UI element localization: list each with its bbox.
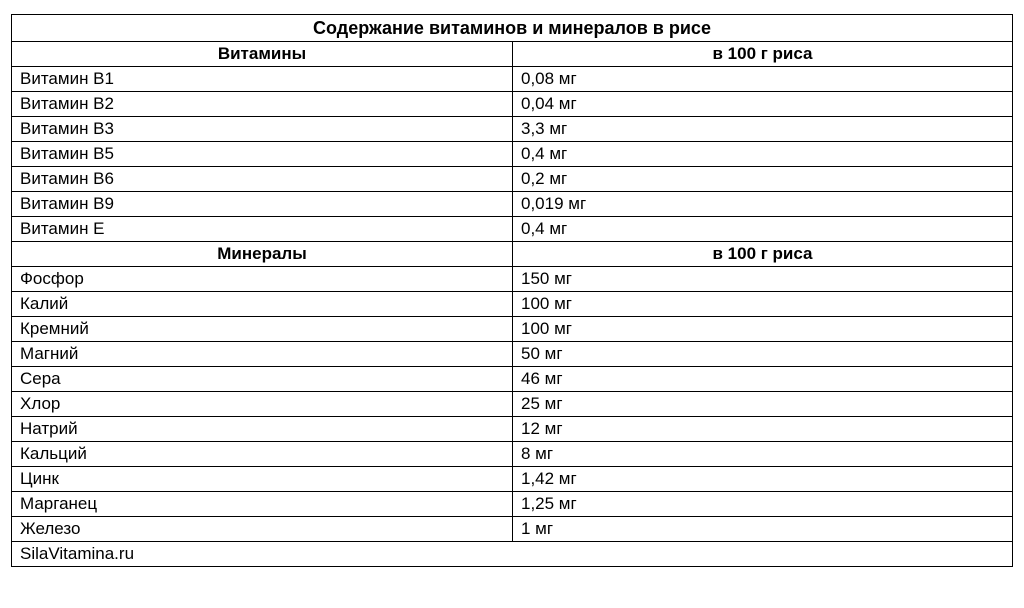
vitamin-row xyxy=(12,217,1013,242)
mineral-row xyxy=(12,367,1013,392)
vitamin-value: 0,08 мг xyxy=(513,67,1013,92)
mineral-value: 100 мг xyxy=(513,292,1013,317)
mineral-row xyxy=(12,442,1013,467)
title-row xyxy=(12,15,1013,42)
mineral-row xyxy=(12,317,1013,342)
source-footer: SilaVitamina.ru xyxy=(12,542,1013,567)
nutrition-table xyxy=(11,14,1013,567)
minerals-value-header: в 100 г риса xyxy=(513,242,1013,267)
mineral-name: Хлор xyxy=(12,392,513,417)
mineral-name: Цинк xyxy=(12,467,513,492)
mineral-name: Сера xyxy=(12,367,513,392)
table-title: Содержание витаминов и минералов в рисе xyxy=(12,15,1013,42)
mineral-name: Кальций xyxy=(12,442,513,467)
mineral-row xyxy=(12,392,1013,417)
vitamin-row xyxy=(12,192,1013,217)
vitamin-name: Витамин В1 xyxy=(12,67,513,92)
vitamin-value: 0,04 мг xyxy=(513,92,1013,117)
minerals-header: Минералы xyxy=(12,242,513,267)
mineral-value: 46 мг xyxy=(513,367,1013,392)
vitamin-value: 0,019 мг xyxy=(513,192,1013,217)
mineral-value: 25 мг xyxy=(513,392,1013,417)
nutrition-table-body xyxy=(12,15,1013,567)
vitamin-value: 0,4 мг xyxy=(513,142,1013,167)
vitamins-value-header: в 100 г риса xyxy=(513,42,1013,67)
vitamin-row xyxy=(12,117,1013,142)
mineral-name: Фосфор xyxy=(12,267,513,292)
vitamin-row xyxy=(12,67,1013,92)
vitamin-row xyxy=(12,167,1013,192)
mineral-row xyxy=(12,417,1013,442)
mineral-name: Магний xyxy=(12,342,513,367)
mineral-name: Кремний xyxy=(12,317,513,342)
vitamin-name: Витамин В3 xyxy=(12,117,513,142)
vitamin-row xyxy=(12,92,1013,117)
vitamin-name: Витамин Е xyxy=(12,217,513,242)
vitamin-value: 3,3 мг xyxy=(513,117,1013,142)
mineral-value: 150 мг xyxy=(513,267,1013,292)
vitamin-name: Витамин В6 xyxy=(12,167,513,192)
mineral-value: 100 мг xyxy=(513,317,1013,342)
minerals-header-row xyxy=(12,242,1013,267)
mineral-row xyxy=(12,467,1013,492)
mineral-name: Марганец xyxy=(12,492,513,517)
vitamin-name: Витамин В5 xyxy=(12,142,513,167)
vitamin-value: 0,2 мг xyxy=(513,167,1013,192)
vitamins-header: Витамины xyxy=(12,42,513,67)
mineral-value: 1 мг xyxy=(513,517,1013,542)
mineral-row xyxy=(12,517,1013,542)
mineral-name: Натрий xyxy=(12,417,513,442)
vitamin-name: Витамин В9 xyxy=(12,192,513,217)
mineral-value: 12 мг xyxy=(513,417,1013,442)
vitamin-value: 0,4 мг xyxy=(513,217,1013,242)
mineral-name: Калий xyxy=(12,292,513,317)
mineral-name: Железо xyxy=(12,517,513,542)
footer-row xyxy=(12,542,1013,567)
vitamin-row xyxy=(12,142,1013,167)
vitamins-header-row xyxy=(12,42,1013,67)
mineral-value: 8 мг xyxy=(513,442,1013,467)
mineral-row xyxy=(12,342,1013,367)
mineral-value: 1,42 мг xyxy=(513,467,1013,492)
mineral-value: 1,25 мг xyxy=(513,492,1013,517)
mineral-row xyxy=(12,292,1013,317)
mineral-value: 50 мг xyxy=(513,342,1013,367)
mineral-row xyxy=(12,492,1013,517)
vitamin-name: Витамин В2 xyxy=(12,92,513,117)
mineral-row xyxy=(12,267,1013,292)
